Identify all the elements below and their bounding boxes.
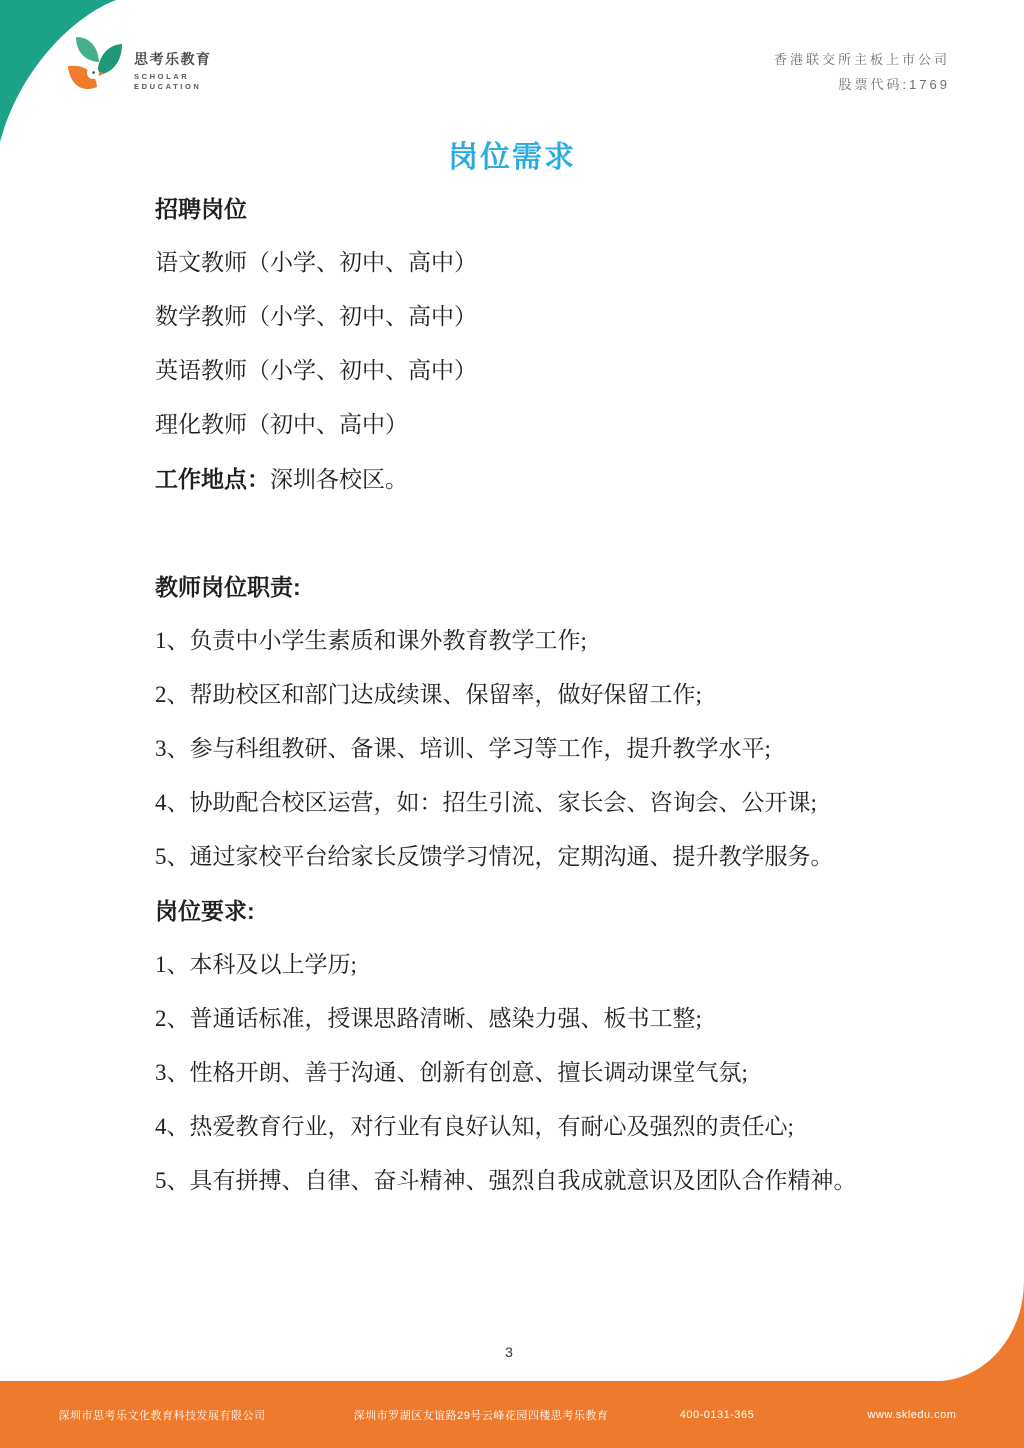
requirement-item: 2、普通话标准，授课思路清晰、感染力强、板书工整; [155,1006,702,1031]
duty-item: 2、帮助校区和部门达成续课、保留率，做好保留工作; [155,682,702,707]
document-body [155,182,935,1208]
footer-phone: 400-0131-365 [679,1408,755,1421]
logo-text [134,36,212,92]
page-number: 3 [505,1344,513,1360]
duties-heading: 教师岗位职责: [155,574,301,600]
logo-name-en [134,72,212,92]
requirement-item: 4、热爱教育行业，对行业有良好认知，有耐心及强烈的责任心; [155,1114,794,1139]
footer-company: 深圳市思考乐文化教育科技发展有限公司 [58,1409,266,1422]
duty-item: 5、通过家校平台给家长反馈学习情况，定期沟通、提升教学服务。 [155,844,834,869]
listing-line1: 香港联交所主板上市公司 [773,52,950,67]
footer-address: 深圳市罗湖区友谊路29号云峰花园四楼思考乐教育 [353,1409,609,1422]
position-item: 语文教师（小学、初中、高中） [155,250,477,275]
position-item: 理化教师（初中、高中） [155,412,408,437]
requirements-heading: 岗位要求: [155,898,255,924]
bottom-right-swoosh [936,1281,1024,1381]
logo-name-en-line1: SCHOLAR [134,72,190,81]
requirement-item: 5、具有拼搏、自律、奋斗精神、强烈自我成就意识及团队合作精神。 [155,1168,857,1193]
logo-name-cn: 思考乐教育 [134,51,212,67]
duty-item: 4、协助配合校区运营，如：招生引流、家长会、咨询会、公开课; [155,790,817,815]
footer-bar [0,1381,1024,1448]
work-location-value: 深圳各校区。 [270,467,408,492]
page-title: 岗位需求 [448,141,576,174]
work-location-line [155,452,935,506]
duty-item: 3、参与科组教研、备课、培训、学习等工作，提升教学水平; [155,736,771,761]
recruit-heading: 招聘岗位 [155,196,247,222]
duty-item: 1、负责中小学生素质和课外教育教学工作; [155,628,587,653]
logo-leaf-bird-icon [66,36,124,98]
position-item: 英语教师（小学、初中、高中） [155,358,477,383]
work-location-label: 工作地点： [155,466,270,492]
requirement-item: 3、性格开朗、善于沟通、创新有创意、擅长调动课堂气氛; [155,1060,748,1085]
blank-line [155,506,935,560]
listing-line2: 股票代码:1769 [838,77,950,92]
position-item: 数学教师（小学、初中、高中） [155,304,477,329]
footer-website: www.skledu.com [867,1408,957,1421]
requirement-item: 1、本科及以上学历; [155,952,357,977]
logo-name-en-line2: EDUCATION [134,82,202,91]
listing-info [774,47,950,97]
brand-logo [66,36,212,98]
